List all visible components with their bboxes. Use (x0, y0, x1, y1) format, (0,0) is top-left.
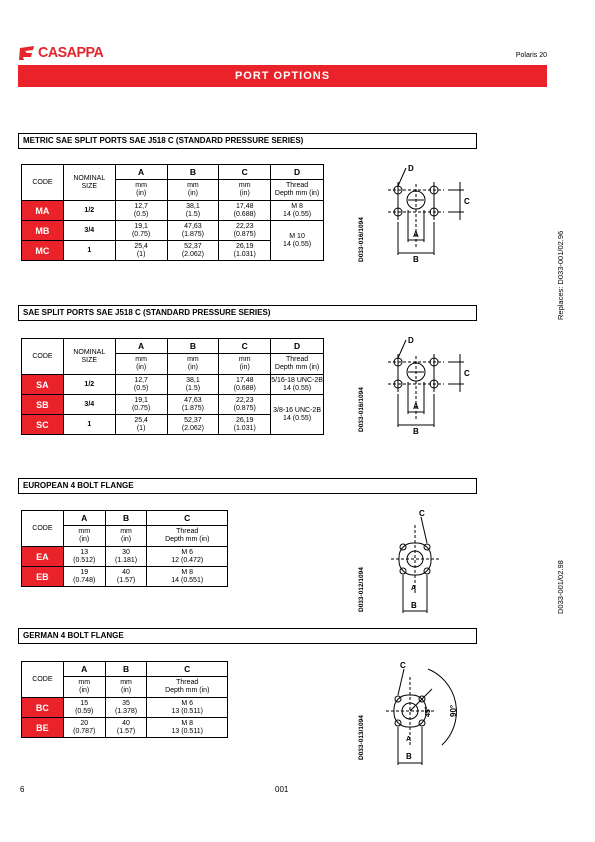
size-cell: 3/4 (63, 221, 115, 241)
unit-cell: mm (in) (105, 677, 147, 698)
casappa-logo (18, 44, 107, 61)
c-cell: 17,48 (0.688) (219, 201, 271, 221)
unit-cell: mm (in) (105, 526, 147, 547)
german-flange-drawing (380, 655, 470, 770)
sae-table (21, 338, 324, 435)
code-cell: BE (22, 718, 64, 738)
col-b-header: B (105, 511, 147, 526)
size-cell: 1/2 (63, 201, 115, 221)
european-flange-drawing (385, 505, 455, 620)
code-header: CODE (22, 339, 64, 375)
a-cell: 13 (0.512) (63, 547, 105, 567)
dim-c-label: C (419, 509, 425, 518)
d-cell: 5/16-18 UNC-2B 14 (0.55) (271, 375, 324, 395)
b-cell: 47,63 (1.875) (167, 221, 219, 241)
c-cell: M 6 12 (0.472) (147, 547, 228, 567)
page-banner: PORT OPTIONS (18, 65, 547, 87)
drawing-code: D033-012/1094 (358, 567, 365, 612)
b-cell: 35 (1.378) (105, 698, 147, 718)
a-cell: 25,4 (1) (115, 415, 167, 435)
table-row (22, 395, 324, 415)
b-cell: 52,37 (2.062) (167, 241, 219, 261)
a-cell: 12,7 (0.5) (115, 201, 167, 221)
casappa-logo-mark-icon (18, 45, 36, 61)
drawing-code: D033-013/1094 (358, 715, 365, 760)
page-number: 6 (20, 785, 25, 794)
dim-a-label: A (413, 230, 419, 239)
code-cell: EA (22, 547, 64, 567)
unit-cell: Thread Depth mm (in) (271, 180, 324, 201)
b-cell: 40 (1.57) (105, 718, 147, 738)
b-cell: 38,1 (1.5) (167, 201, 219, 221)
dim-b-label: B (411, 601, 417, 610)
size-cell: 3/4 (63, 395, 115, 415)
unit-cell: mm (in) (167, 354, 219, 375)
col-c-header: C (219, 339, 271, 354)
code-cell: SA (22, 375, 64, 395)
b-cell: 47,63 (1.875) (167, 395, 219, 415)
nominal-size-header: NOMINAL SIZE (63, 165, 115, 201)
c-cell: 26,19 (1.031) (219, 241, 271, 261)
col-b-header: B (167, 339, 219, 354)
dim-c-label: C (464, 197, 470, 206)
dim-b-label: B (413, 255, 419, 264)
drawing-code: D033-016/1094 (358, 387, 365, 432)
dim-c-label: C (464, 369, 470, 378)
section-heading: SAE SPLIT PORTS SAE J518 C (STANDARD PRESSURE SERIES) (18, 305, 477, 321)
side-note-revision: D033-001/02.98 (556, 560, 565, 614)
split-port-drawing (378, 332, 473, 442)
c-cell: M 8 13 (0.511) (147, 718, 228, 738)
col-a-header: A (63, 662, 105, 677)
c-cell: 26,19 (1.031) (219, 415, 271, 435)
a-cell: 20 (0.787) (63, 718, 105, 738)
b-cell: 30 (1.181) (105, 547, 147, 567)
col-d-header: D (271, 165, 324, 180)
c-cell: 17,48 (0.688) (219, 375, 271, 395)
col-c-header: C (219, 165, 271, 180)
col-a-header: A (63, 511, 105, 526)
code-header: CODE (22, 662, 64, 698)
col-a-header: A (115, 165, 167, 180)
table-row (22, 375, 324, 395)
unit-cell: mm (in) (63, 677, 105, 698)
size-cell: 1 (63, 241, 115, 261)
a-cell: 12,7 (0.5) (115, 375, 167, 395)
unit-cell: mm (in) (219, 180, 271, 201)
table-row (22, 718, 228, 738)
b-cell: 40 (1.57) (105, 567, 147, 587)
c-cell: M 8 14 (0.551) (147, 567, 228, 587)
a-cell: 19,1 (0.75) (115, 395, 167, 415)
dim-d-label: D (408, 336, 414, 345)
nominal-size-header: NOMINAL SIZE (63, 339, 115, 375)
table-row (22, 547, 228, 567)
d-cell: M 10 14 (0.55) (271, 221, 324, 261)
table-row (22, 567, 228, 587)
unit-cell: mm (in) (63, 526, 105, 547)
dim-a-label: A (406, 736, 412, 743)
dim-b-label: B (406, 752, 412, 761)
split-port-drawing (378, 160, 473, 270)
col-a-header: A (115, 339, 167, 354)
unit-cell: mm (in) (219, 354, 271, 375)
c-cell: 22,23 (0.875) (219, 395, 271, 415)
dim-c-label: C (400, 661, 406, 670)
unit-cell: mm (in) (167, 180, 219, 201)
c-cell: M 6 13 (0.511) (147, 698, 228, 718)
col-d-header: D (271, 339, 324, 354)
code-cell: MC (22, 241, 64, 261)
angle-45-label: 45° (425, 706, 432, 717)
d-cell: M 8 14 (0.55) (271, 201, 324, 221)
code-cell: BC (22, 698, 64, 718)
code-cell: EB (22, 567, 64, 587)
dim-a-label: A (411, 585, 417, 592)
brand-name: CASAPPA (38, 44, 104, 61)
d-cell: 3/8-16 UNC-2B 14 (0.55) (271, 395, 324, 435)
size-cell: 1/2 (63, 375, 115, 395)
dim-b-label: B (413, 427, 419, 436)
code-cell: SB (22, 395, 64, 415)
col-b-header: B (105, 662, 147, 677)
section-heading: GERMAN 4 BOLT FLANGE (18, 628, 477, 644)
metric-sae-table (21, 164, 324, 261)
code-cell: MB (22, 221, 64, 241)
unit-cell: mm (in) (115, 354, 167, 375)
unit-cell: mm (in) (115, 180, 167, 201)
code-header: CODE (22, 511, 64, 547)
unit-cell: Thread Depth mm (in) (147, 677, 228, 698)
code-header: CODE (22, 165, 64, 201)
table-row (22, 201, 324, 221)
b-cell: 52,37 (2.062) (167, 415, 219, 435)
european-flange-table (21, 510, 228, 587)
col-b-header: B (167, 165, 219, 180)
section-heading: METRIC SAE SPLIT PORTS SAE J518 C (STANDARD PRESSURE SERIES) (18, 133, 477, 149)
doc-number: 001 (275, 785, 289, 794)
c-cell: 22,23 (0.875) (219, 221, 271, 241)
section-heading: EUROPEAN 4 BOLT FLANGE (18, 478, 477, 494)
german-flange-table (21, 661, 228, 738)
a-cell: 19 (0.748) (63, 567, 105, 587)
a-cell: 25,4 (1) (115, 241, 167, 261)
size-cell: 1 (63, 415, 115, 435)
unit-cell: Thread Depth mm (in) (147, 526, 228, 547)
dim-d-label: D (408, 164, 414, 173)
unit-cell: Thread Depth mm (in) (271, 354, 324, 375)
angle-90-label: 90° (449, 704, 458, 717)
code-cell: SC (22, 415, 64, 435)
a-cell: 19,1 (0.75) (115, 221, 167, 241)
table-row (22, 698, 228, 718)
dim-a-label: A (413, 402, 419, 411)
side-note-replaces: Replaces: D033-001/02.96 (556, 230, 565, 320)
drawing-code: D033-016/1094 (358, 217, 365, 262)
model-name: Polaris 20 (515, 52, 547, 59)
col-c-header: C (147, 662, 228, 677)
a-cell: 15 (0.59) (63, 698, 105, 718)
b-cell: 38,1 (1.5) (167, 375, 219, 395)
table-row (22, 221, 324, 241)
col-c-header: C (147, 511, 228, 526)
code-cell: MA (22, 201, 64, 221)
